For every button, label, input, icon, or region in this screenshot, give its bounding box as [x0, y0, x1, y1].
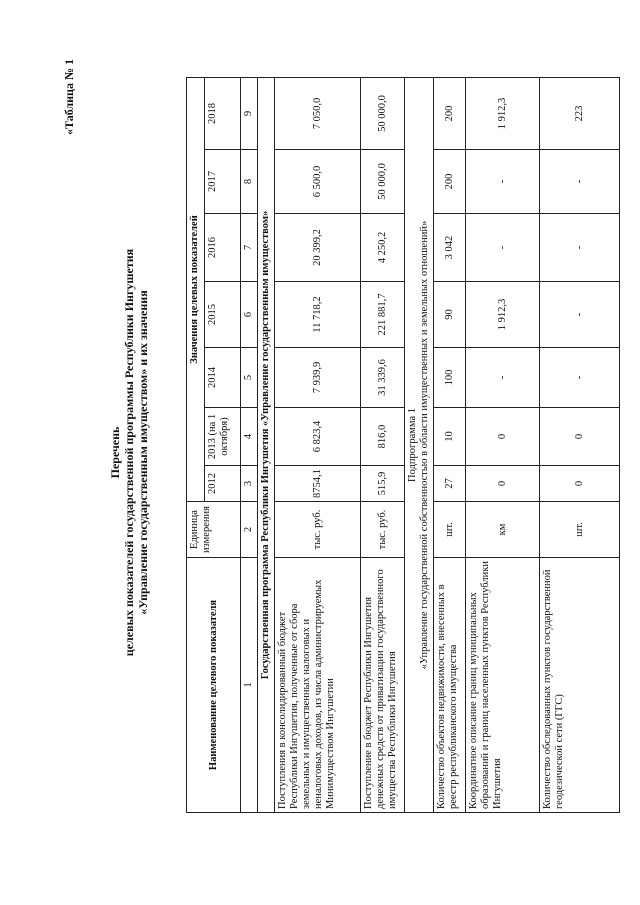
indicator-value: 200 [434, 150, 466, 214]
indicator-value: - [540, 282, 620, 348]
indicator-name: Поступление в бюджет Республики Ингушетия денежных средств от приватизации государственного имущества Республики Ингушетия [361, 558, 405, 813]
column-number: 9 [241, 77, 258, 149]
indicator-value: 27 [434, 466, 466, 502]
column-number: 5 [241, 348, 258, 408]
header-year: 2012 [205, 466, 241, 502]
table-row [466, 77, 540, 812]
indicator-unit: шт. [434, 502, 466, 558]
indicator-value: 11 718,2 [275, 282, 361, 348]
indicator-value: 6 500,0 [275, 150, 361, 214]
indicator-value: 4 250,2 [361, 214, 405, 282]
header-values-group: Значения целевых показателей [187, 77, 205, 501]
indicator-value: 10 [434, 408, 466, 466]
subprogram-name: «Управление государственной собственностью в области имущественных и земельных отношений» [419, 220, 430, 670]
table-number-label: «Таблица № 1 [62, 58, 76, 135]
indicator-value: 8754,1 [275, 466, 361, 502]
indicator-value: - [540, 150, 620, 214]
indicator-value: 0 [466, 466, 540, 502]
subprogram-title: Подпрограмма 1 [407, 407, 418, 482]
indicator-value: 1 912,3 [466, 77, 540, 149]
document-title-line2: целевых показателей государственной программы Республики Ингушетия [122, 248, 136, 657]
indicator-value: 0 [540, 466, 620, 502]
indicator-name: Поступления в консолидированный бюджет Республики Ингушетия, полученные от сбора земельных и имущественных налоговых и неналоговых доходов, из числа администрируемых Минимуществом Ингушетии [275, 558, 361, 813]
indicator-value: 7 939,9 [275, 348, 361, 408]
indicator-value: 1 912,3 [466, 282, 540, 348]
indicator-value: - [466, 150, 540, 214]
header-year: 2017 [205, 150, 241, 214]
table-row [361, 77, 405, 812]
column-number: 2 [241, 502, 258, 558]
column-number: 4 [241, 408, 258, 466]
table-row [540, 77, 620, 812]
program-title-row: Государственная программа Республики Ингушетия «Управление государственным имуществом» [258, 77, 275, 812]
indicator-name: Количество обследованных пунктов государственной геодезической сети (ГГС) [540, 558, 620, 813]
indicator-value: 31 339,6 [361, 348, 405, 408]
indicator-value: 221 881,7 [361, 282, 405, 348]
indicator-value: 200 [434, 77, 466, 149]
indicator-unit: км [466, 502, 540, 558]
header-year: 2016 [205, 214, 241, 282]
indicator-name: Координатное описание границ муниципальных образований и границ населенных пунктов Республики Ингушетия [466, 558, 540, 813]
indicator-value: - [466, 214, 540, 282]
column-number: 7 [241, 214, 258, 282]
indicator-name: Количество объектов недвижимости, внесенных в реестр республиканского имущества [434, 558, 466, 813]
indicator-value: 20 399,2 [275, 214, 361, 282]
indicator-value: 0 [540, 408, 620, 466]
indicator-value: 6 823,4 [275, 408, 361, 466]
column-number: 3 [241, 466, 258, 502]
indicator-value: - [540, 348, 620, 408]
column-number: 6 [241, 282, 258, 348]
indicator-value: 50 000,0 [361, 77, 405, 149]
indicator-value: 223 [540, 77, 620, 149]
indicator-value: 816,0 [361, 408, 405, 466]
column-number: 8 [241, 150, 258, 214]
header-year: 2013 (на 1 октября) [205, 408, 241, 466]
indicator-value: 90 [434, 282, 466, 348]
indicator-value: - [466, 348, 540, 408]
indicator-unit: тыс. руб. [361, 502, 405, 558]
header-indicator-name: Наименование целевого показателя [187, 558, 241, 813]
indicator-unit: шт. [540, 502, 620, 558]
indicator-value: 100 [434, 348, 466, 408]
header-year: 2014 [205, 348, 241, 408]
column-number: 1 [241, 558, 258, 813]
indicator-value: 7 050,0 [275, 77, 361, 149]
table-row [434, 77, 466, 812]
document-title-line1: Перечень [108, 426, 122, 479]
table-row [275, 77, 361, 812]
indicator-value: 0 [466, 408, 540, 466]
header-unit: Единица измерения [187, 502, 241, 558]
indicators-table [186, 77, 620, 813]
document-title-line3: «Управление государственным имуществом» и их значения [136, 290, 150, 615]
indicator-value: 515,9 [361, 466, 405, 502]
header-year: 2015 [205, 282, 241, 348]
indicator-value: 50 000,0 [361, 150, 405, 214]
header-year: 2018 [205, 77, 241, 149]
indicator-value: 3 042 [434, 214, 466, 282]
indicator-unit: тыс. руб. [275, 502, 361, 558]
subprogram-title-row [405, 77, 434, 812]
indicator-value: - [540, 214, 620, 282]
